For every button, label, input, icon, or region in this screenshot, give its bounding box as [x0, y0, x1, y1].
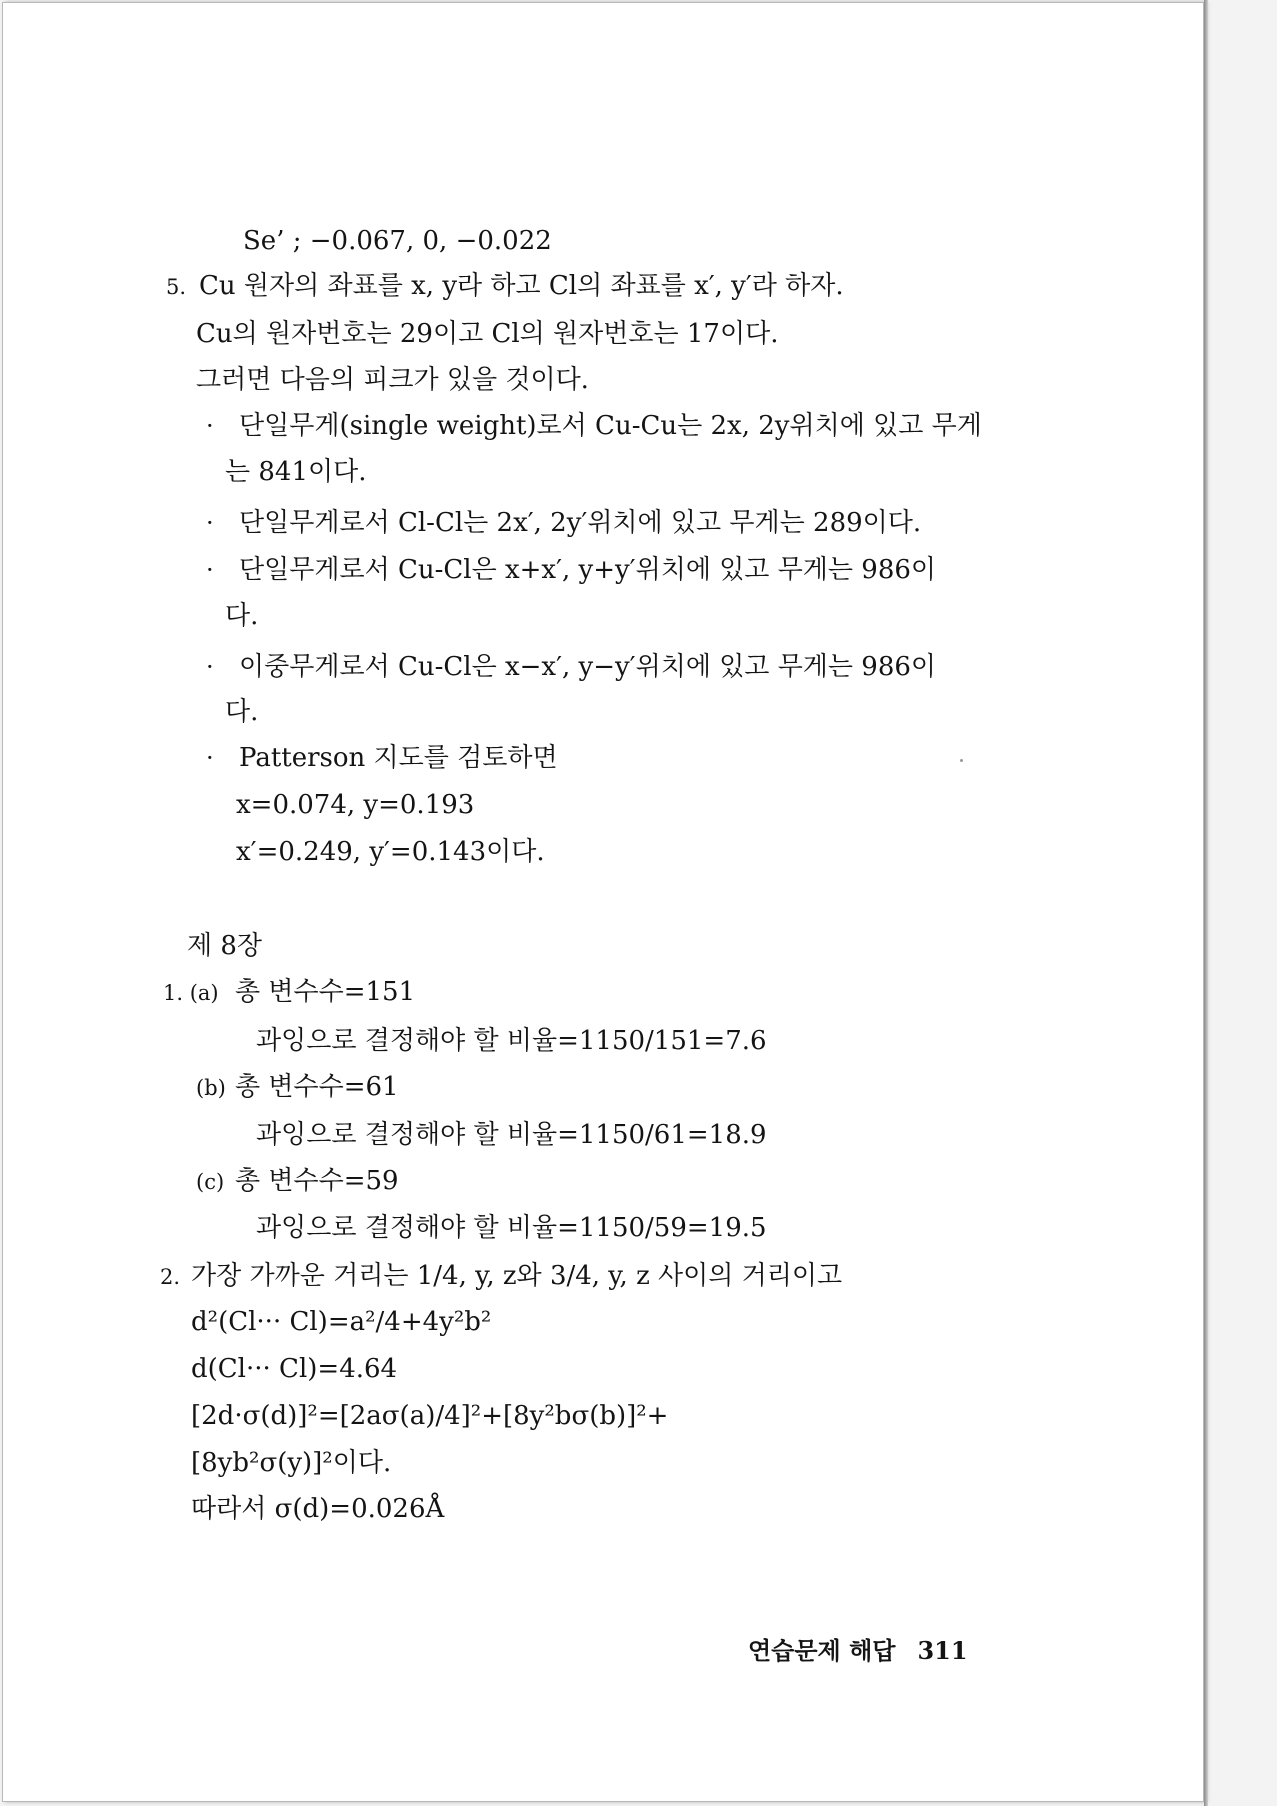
q2-line-6: 따라서 σ(d)=0.026Å: [191, 1494, 445, 1524]
chapter-8-heading: 제 8장: [187, 931, 263, 961]
patterson-xy: x=0.074, y=0.193: [236, 790, 475, 820]
q1b-line-1: 총 변수수=61: [235, 1072, 399, 1102]
q1c-label: (c): [196, 1170, 225, 1194]
page-number: 311: [917, 1636, 968, 1665]
bullet-1: ·: [206, 412, 214, 440]
q2-line-5: [8yb²σ(y)]²이다.: [191, 1448, 392, 1478]
bullet-3-line-1: 단일무게로서 Cu-Cl은 x+x′, y+y′위치에 있고 무게는 986이: [239, 555, 937, 585]
bullet-5: ·: [206, 744, 214, 772]
q1a-line-1: 총 변수수=151: [235, 977, 416, 1007]
q1c-line-2: 과잉으로 결정해야 할 비율=1150/59=19.5: [256, 1213, 767, 1243]
bullet-4: ·: [206, 653, 214, 681]
page-footer: [748, 1631, 968, 1666]
se-coordinates: Se’ ; −0.067, 0, −0.022: [243, 226, 552, 256]
bullet-3-line-2: 다.: [225, 601, 259, 631]
bullet-4-line-1: 이중무게로서 Cu-Cl은 x−x′, y−y′위치에 있고 무게는 986이: [239, 652, 937, 682]
q1b-line-2: 과잉으로 결정해야 할 비율=1150/61=18.9: [256, 1120, 767, 1150]
bullet-1-line-1: 단일무게(single weight)로서 Cu-Cu는 2x, 2y위치에 있고 무게: [239, 411, 982, 441]
bullet-3: ·: [206, 556, 214, 584]
bullet-5-line-1: Patterson 지도를 검토하면: [239, 743, 558, 773]
problem-5-line-2: Cu의 원자번호는 29이고 Cl의 원자번호는 17이다.: [196, 319, 779, 349]
problem-5-line-3: 그러면 다음의 피크가 있을 것이다.: [196, 365, 589, 395]
bullet-2: ·: [206, 509, 214, 537]
q1c-line-1: 총 변수수=59: [235, 1166, 399, 1196]
book-spine-edge: [1204, 0, 1208, 1806]
footer-title: 연습문제 해답: [748, 1636, 896, 1665]
q1a-label: 1. (a): [163, 981, 219, 1005]
q2-line-2: d²(Cl··· Cl)=a²/4+4y²b²: [191, 1307, 492, 1337]
book-page: [2, 2, 1204, 1802]
q2-line-3: d(Cl··· Cl)=4.64: [191, 1354, 398, 1384]
q1a-line-2: 과잉으로 결정해야 할 비율=1150/151=7.6: [256, 1026, 767, 1056]
q1b-label: (b): [196, 1076, 226, 1100]
q2-number: 2.: [160, 1265, 181, 1289]
q2-line-1: 가장 가까운 거리는 1/4, y, z와 3/4, y, z 사이의 거리이고: [191, 1261, 843, 1291]
patterson-xy-prime: x′=0.249, y′=0.143이다.: [236, 837, 545, 867]
scan-speck: [960, 759, 963, 762]
bullet-2-line-1: 단일무게로서 Cl-Cl는 2x′, 2y′위치에 있고 무게는 289이다.: [239, 508, 922, 538]
bullet-1-line-2: 는 841이다.: [225, 457, 367, 487]
q2-line-4: [2d·σ(d)]²=[2aσ(a)/4]²+[8y²bσ(b)]²+: [191, 1401, 669, 1431]
bullet-4-line-2: 다.: [225, 697, 259, 727]
problem-5-number: 5.: [166, 275, 187, 299]
problem-5-line-1: Cu 원자의 좌표를 x, y라 하고 Cl의 좌표를 x′, y′라 하자.: [199, 271, 844, 301]
